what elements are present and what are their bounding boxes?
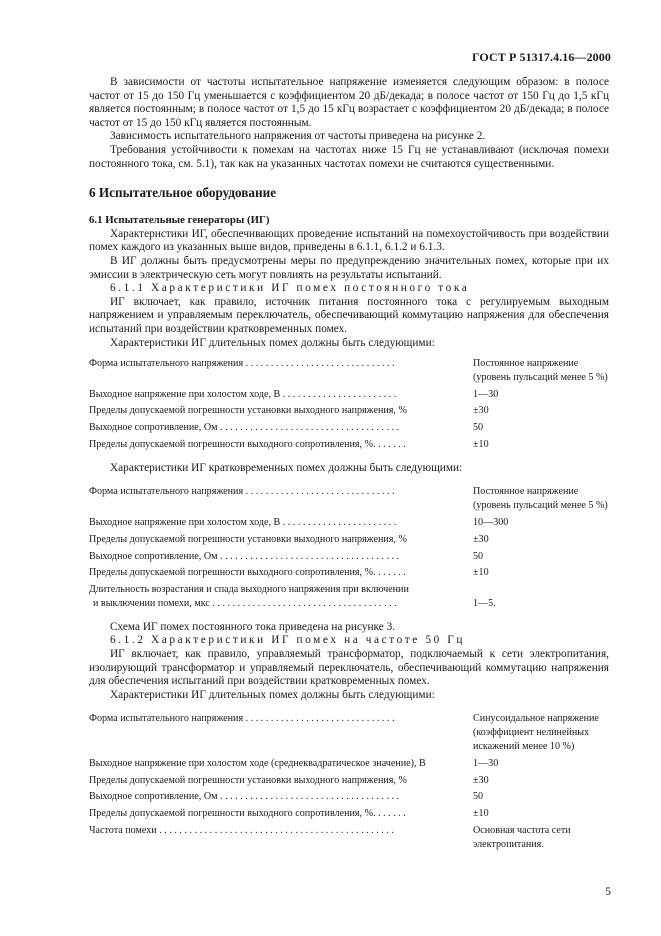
paragraph-6-1-1: Характеристики ИГ, обеспечивающих проведение испытаний на помехоустойчивость при воздействии помех каждого из указанных выше видов, приведены в 6.1.1, 6.1.2 и 6.1.3. — [89, 227, 609, 254]
spec-row — [89, 421, 609, 435]
paragraph-figure3-ref: Схема ИГ помех постоянного тока приведена на рисунке 3. — [110, 620, 396, 633]
subsection-6-1-1-heading: 6.1.1 Характеристики ИГ помех постоянного тока — [110, 282, 470, 295]
spec-label: Выходное сопротивление, Ом . . . . . . . . . . . . . . . . . . . . . . . . . . . . . . . . . . . . — [89, 791, 400, 803]
spec-row — [89, 790, 609, 804]
spec-row — [89, 357, 609, 385]
spec-row — [89, 404, 609, 418]
paragraph-figure2-ref: Зависимость испытательного напряжения от частоты приведена на рисунке 2. — [110, 130, 486, 143]
intro-ac-long: Характеристики ИГ длительных помех должны быть следующими: — [110, 688, 435, 701]
spec-value: ±10 — [473, 439, 489, 451]
spec-row — [89, 388, 609, 402]
paragraph-6-1-2-body: ИГ включает, как правило, управляемый трансформатор, подключаемый к сети электропитания, изолирующий трансформатор и управляемый переключатель, обеспечивающий коммутацию напряжения для обеспечения испытаний при воздействии кратковременных помех. — [89, 648, 609, 688]
intro-dc-long: Характеристики ИГ длительных помех должны быть следующими: — [110, 336, 435, 349]
spec-label: Выходное напряжение при холостом ходе (среднеквадратическое значение), В — [89, 757, 426, 769]
spec-row — [89, 712, 609, 753]
spec-value: Постоянное напряжение (уровень пульсаций менее 5 %) — [473, 358, 608, 383]
spec-value: 1—5. — [473, 598, 496, 610]
spec-value: 1—30 — [473, 757, 499, 769]
spec-label: Пределы допускаемой погрешности выходного сопротивления, %. . . . . . . — [89, 439, 406, 451]
spec-label-line2: и выключении помехи, мкс . . . . . . . . . . . . . . . . . . . . . . . . . . . . . . . . . . . . . — [93, 598, 397, 610]
spec-label: Выходное напряжение при холостом ходе, В . . . . . . . . . . . . . . . . . . . . . . . — [89, 388, 397, 400]
spec-label: Пределы допускаемой погрешности установки выходного напряжения, % — [89, 774, 407, 786]
section-6-heading: 6 Испытательное оборудование — [89, 185, 277, 201]
spec-label: Выходное сопротивление, Ом . . . . . . . . . . . . . . . . . . . . . . . . . . . . . . . . . . . . — [89, 550, 400, 562]
page-number: 5 — [605, 886, 611, 898]
spec-label: Форма испытательного напряжения . . . . . . . . . . . . . . . . . . . . . . . . . . . . . . — [89, 713, 395, 725]
spec-label: Пределы допускаемой погрешности установки выходного напряжения, % — [89, 533, 407, 545]
spec-value: 50 — [473, 550, 484, 562]
spec-label: Форма испытательного напряжения . . . . . . . . . . . . . . . . . . . . . . . . . . . . . . — [89, 486, 395, 498]
spec-row — [89, 807, 609, 821]
spec-value: ±30 — [473, 774, 489, 786]
page-body — [89, 76, 609, 855]
paragraph-frequency-dependence: В зависимости от частоты испытательное напряжение изменяется следующим образом: в полосе частот от 15 до 150 Гц уменьшается с коэффициентом 20 дБ/декада; в полосе частот от 150 Гц до 1,5 кГц является постоянным; в полосе частот от 1,5 до 15 кГц возрастает с коэффициентом 20 дБ/декада; в полосе частот от 15 до 150 кГц является постоянным. — [89, 76, 609, 129]
spec-row — [89, 550, 609, 564]
spec-row — [89, 485, 609, 513]
spec-list-dc-long — [89, 357, 609, 452]
spec-value: 50 — [473, 422, 484, 434]
spec-row-rise-time — [89, 583, 609, 611]
spec-value: Основная частота сети электропитания. — [473, 824, 571, 850]
spec-value: Синусоидальное напряжение (коэффициент нелинейных искажений менее 10 %) — [473, 713, 599, 752]
spec-label: Пределы допускаемой погрешности установки выходного напряжения, % — [89, 405, 407, 417]
spec-row — [89, 438, 609, 452]
spec-label: Выходное сопротивление, Ом . . . . . . . . . . . . . . . . . . . . . . . . . . . . . . . . . . . . — [89, 422, 400, 434]
spec-label: Выходное напряжение при холостом ходе, В . . . . . . . . . . . . . . . . . . . . . . . — [89, 517, 397, 529]
spec-value: Постоянное напряжение (уровень пульсаций менее 5 %) — [473, 486, 608, 512]
spec-value: 50 — [473, 791, 484, 803]
spec-value: ±10 — [473, 808, 489, 820]
intro-dc-short: Характеристики ИГ кратковременных помех должны быть следующими: — [110, 461, 463, 474]
spec-label: Форма испытательного напряжения . . . . . . . . . . . . . . . . . . . . . . . . . . . . . . — [89, 358, 395, 370]
spec-label: Пределы допускаемой погрешности выходного сопротивления, %. . . . . . . — [89, 808, 406, 820]
spec-row — [89, 533, 609, 547]
spec-list-ac-long — [89, 712, 609, 851]
spec-label: Частота помехи . . . . . . . . . . . . . . . . . . . . . . . . . . . . . . . . . . . . . . . . . . . . . . . — [89, 824, 394, 836]
spec-label-line1: Длительность возрастания и спада выходного напряжения при включении — [89, 584, 409, 596]
spec-value: 10—300 — [473, 517, 509, 529]
spec-value: ±30 — [473, 533, 489, 545]
spec-list-dc-short — [89, 485, 609, 610]
spec-row — [89, 757, 609, 771]
spec-value: 1—30 — [473, 388, 499, 400]
paragraph-below-15hz: Требования устойчивости к помехам на частотах ниже 15 Гц не устанавливают (исключая помехи постоянного тока, см. 5.1), так как на указанных частотах помехи не считаются существенными. — [89, 143, 609, 170]
spec-value: ±30 — [473, 405, 489, 417]
standard-header: ГОСТ Р 51317.4.16—2000 — [471, 50, 611, 64]
spec-value: ±10 — [473, 567, 489, 579]
spec-row — [89, 566, 609, 580]
subsection-6-1-heading: 6.1 Испытательные генераторы (ИГ) — [89, 214, 270, 227]
spec-row — [89, 774, 609, 788]
spec-label-rise-time — [89, 583, 464, 611]
subsection-6-1-2-heading: 6.1.2 Характеристики ИГ помех на частоте 50 Гц — [110, 634, 466, 647]
spec-label: Пределы допускаемой погрешности выходного сопротивления, %. . . . . . . — [89, 567, 406, 579]
paragraph-6-1-1-body: ИГ включает, как правило, источник питания постоянного тока с регулируемым выходным напряжением и управляемым переключатель, обеспечивающий коммутацию напряжения для обеспечения испытаний при воздействии кратковременных помех. — [89, 295, 609, 335]
spec-row — [89, 824, 609, 852]
paragraph-6-1-2: В ИГ должны быть предусмотрены меры по предупреждению значительных помех, которые при их эмиссии в электрическую сеть могут повлиять на результаты испытаний. — [89, 254, 609, 281]
spec-row — [89, 516, 609, 530]
